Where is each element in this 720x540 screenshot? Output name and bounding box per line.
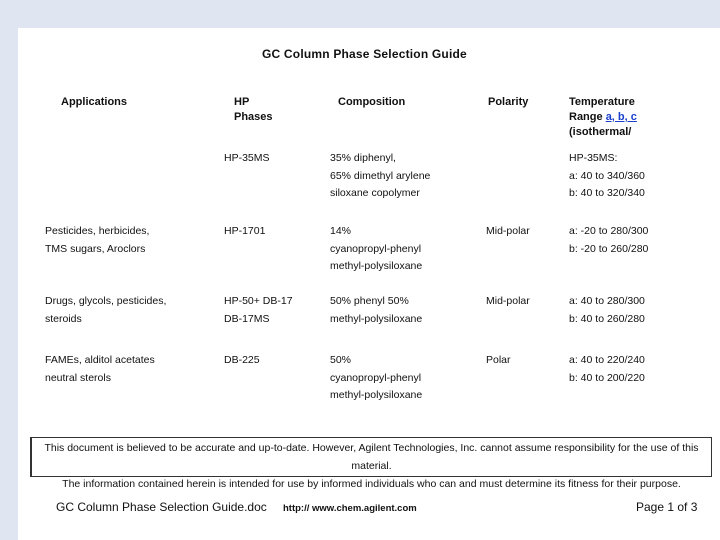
row3-applications bbox=[45, 293, 166, 328]
row4-composition-line1: 50% bbox=[330, 354, 352, 366]
row1-temperature-line2: a: 40 to 340/360 bbox=[569, 169, 645, 182]
row2-temperature bbox=[569, 223, 648, 258]
row4-temperature bbox=[569, 352, 645, 387]
row4-composition-line3: methyl-polysiloxane bbox=[330, 389, 423, 401]
row1-composition-line2: 65% dimethyl arylene bbox=[330, 169, 431, 182]
header-phases-line2: Phases bbox=[234, 111, 273, 123]
background-band-left bbox=[0, 148, 18, 540]
row2-composition-line1: 14% bbox=[330, 225, 352, 237]
row3-phase-line1: HP-50+ DB-17 bbox=[224, 295, 293, 307]
temperature-notes-link[interactable]: a, b, c bbox=[605, 111, 637, 123]
row2-temperature-line2: b: -20 to 260/280 bbox=[569, 242, 649, 255]
row3-temperature-line2: b: 40 to 260/280 bbox=[569, 312, 645, 325]
footer-page-number: Page 1 of 3 bbox=[636, 500, 698, 514]
row2-phases bbox=[224, 223, 265, 241]
row2-composition-line3: methyl-polysiloxane bbox=[330, 260, 423, 272]
header-phases-line1: HP bbox=[234, 96, 250, 108]
row3-polarity: Mid-polar bbox=[486, 295, 530, 307]
disclaimer-box bbox=[30, 437, 712, 490]
row2-applications-line2: TMS sugars, Aroclors bbox=[45, 242, 146, 255]
row1-temperature-line3: b: 40 to 320/340 bbox=[569, 187, 645, 199]
row2-phase-line1: HP-1701 bbox=[224, 225, 266, 237]
header-temperature-line1: Temperature bbox=[569, 96, 635, 108]
row3-phases bbox=[224, 293, 293, 328]
row1-composition bbox=[330, 150, 430, 203]
header-temperature-line2 bbox=[569, 110, 637, 125]
document-title: GC Column Phase Selection Guide bbox=[262, 47, 467, 61]
row3-applications-line1: Drugs, glycols, pesticides, bbox=[45, 295, 167, 307]
row1-phases bbox=[224, 150, 270, 168]
row4-applications-line1: FAMEs, alditol acetates bbox=[45, 354, 155, 366]
footer-filename: GC Column Phase Selection Guide.doc bbox=[56, 500, 267, 514]
row4-applications-line2: neutral sterols bbox=[45, 371, 111, 384]
row4-temperature-line1: a: 40 to 220/240 bbox=[569, 354, 645, 366]
row4-composition bbox=[330, 352, 422, 405]
row4-applications bbox=[45, 352, 155, 387]
row4-phases bbox=[224, 352, 260, 370]
header-polarity: Polarity bbox=[488, 96, 529, 108]
row4-phase-line1: DB-225 bbox=[224, 354, 260, 366]
header-temperature-range: Range bbox=[569, 111, 603, 123]
row3-composition bbox=[330, 293, 422, 328]
row3-temperature-line1: a: 40 to 280/300 bbox=[569, 295, 645, 307]
row1-temperature-line1: HP-35MS: bbox=[569, 152, 618, 164]
row3-temperature bbox=[569, 293, 645, 328]
row3-phase-line2: DB-17MS bbox=[224, 312, 270, 325]
footer-url-link[interactable]: http:// www.chem.agilent.com bbox=[283, 503, 417, 514]
row2-composition-line2: cyanopropyl-phenyl bbox=[330, 242, 422, 255]
row1-composition-line1: 35% diphenyl, bbox=[330, 152, 396, 164]
row2-composition bbox=[330, 223, 422, 276]
row2-temperature-line1: a: -20 to 280/300 bbox=[569, 225, 649, 237]
row3-composition-line2: methyl-polysiloxane bbox=[330, 312, 423, 325]
row2-applications-line1: Pesticides, herbicides, bbox=[45, 225, 150, 237]
disclaimer-line2: The information contained herein is intended for use by informed individuals who can and must determine its fitness for their purpose. bbox=[62, 478, 681, 490]
row4-polarity: Polar bbox=[486, 354, 511, 366]
header-phases bbox=[234, 95, 273, 125]
header-applications: Applications bbox=[61, 96, 128, 108]
row2-applications bbox=[45, 223, 149, 258]
row3-applications-line2: steroids bbox=[45, 312, 82, 325]
row4-composition-line2: cyanopropyl-phenyl bbox=[330, 371, 422, 384]
disclaimer-line1: This document is believed to be accurate and up-to-date. However, Agilent Technologies, Inc. cannot assume responsibility for the use of this material. bbox=[44, 442, 699, 472]
row1-temperature bbox=[569, 150, 645, 203]
row1-composition-line3: siloxane copolymer bbox=[330, 187, 420, 199]
row4-temperature-line2: b: 40 to 200/220 bbox=[569, 371, 645, 384]
header-temperature bbox=[569, 95, 637, 140]
header-temperature-line3: (isothermal/ bbox=[569, 126, 632, 138]
row3-composition-line1: 50% phenyl 50% bbox=[330, 295, 409, 307]
header-composition: Composition bbox=[338, 96, 406, 108]
row2-polarity: Mid-polar bbox=[486, 225, 530, 237]
row1-phase-line1: HP-35MS bbox=[224, 152, 270, 164]
